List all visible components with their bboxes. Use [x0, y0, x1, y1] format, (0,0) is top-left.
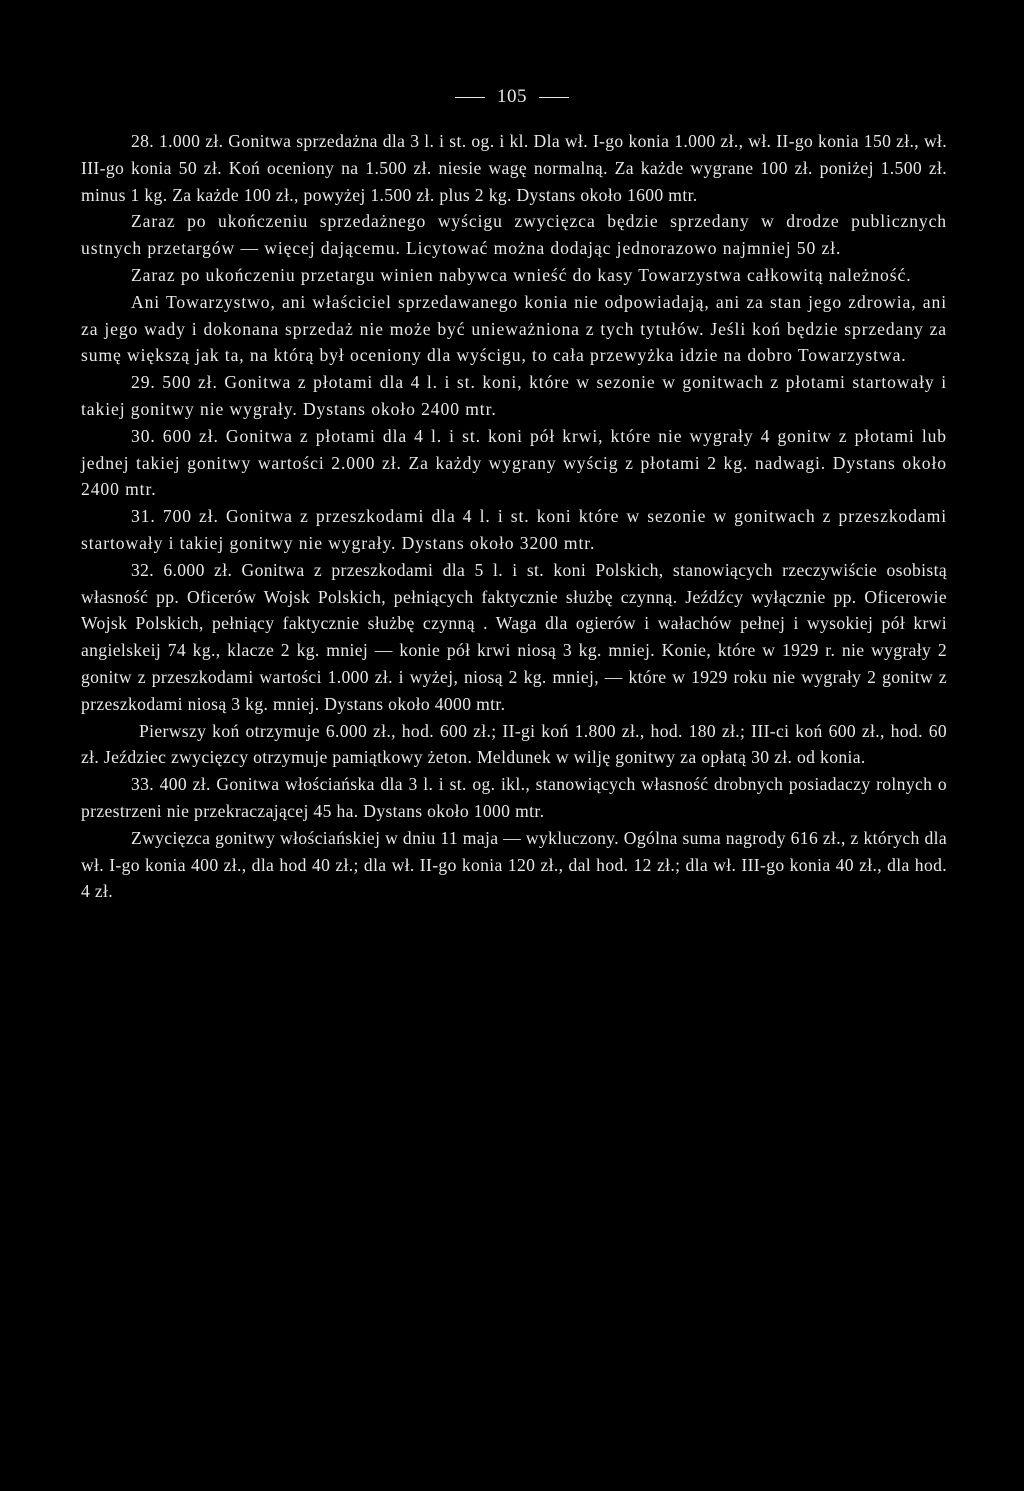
paragraph-liability: Ani Towarzystwo, ani właściciel sprzedawanego konia nie odpowiadają, ani za stan jego zdrowia, ani za jego wady i dokonana sprzedaż nie może być unieważniona z tych tytułów. Jeśli koń będzie sprzedany za sumę większą jak ta, na którą był oceniony dla wyścigu, to cała przewyżka idzie na dobro Towarzystwa. — [81, 291, 947, 366]
paragraph-race-33: 33. 400 zł. Gonitwa włościańska dla 3 l. i st. og. ikl., stanowiących własność drobnych posiadaczy rolnych o przestrzeni nie przekraczającej 45 ha. Dystans około 1000 mtr. — [81, 774, 947, 821]
paragraph-race-32-prizes: Pierwszy koń otrzymuje 6.000 zł., hod. 600 zł.; II-gi koń 1.800 zł., hod. 180 zł.; III-ci koń 600 zł., hod. 60 zł. Jeździec zwycięzcy otrzymuje pamiątkowy żeton. Meldunek w wilję gonitwy za opłatą 30 zł. od konia. — [81, 720, 947, 768]
page-number: 105 — [497, 86, 527, 107]
paragraph-race-29: 29. 500 zł. Gonitwa z płotami dla 4 l. i st. koni, które w sezonie w gonitwach z płotami startowały i takiej gonitwy nie wygrały. Dystans około 2400 mtr. — [81, 372, 947, 419]
paragraph-race-28: 28. 1.000 zł. Gonitwa sprzedażna dla 3 l. i st. og. i kl. Dla wł. I-go konia 1.000 zł., wł. II-go konia 150 zł., wł. III-go konia 50 zł. Koń oceniony na 1.500 zł. niesie wagę normalną. Za każde wygrane 100 zł. poniżej 1.500 zł. minus 1 kg. Za każde 100 zł., powyżej 1.500 zł. plus 2 kg. Dystans około 1600 mtr. — [81, 131, 947, 205]
page-header — [0, 86, 1024, 108]
paragraph-race-31: 31. 700 zł. Gonitwa z przeszkodami dla 4 l. i st. koni które w sezonie w gonitwach z przeszkodami startowały i takiej gonitwy nie wygrały. Dystans około 3200 mtr. — [81, 506, 947, 553]
paragraph-payment: Zaraz po ukończeniu przetargu winien nabywca wnieść do kasy Towarzystwa całkowitą należność. — [131, 264, 912, 285]
header-dash-right — [539, 97, 569, 98]
paragraph-race-33-prizes: Zwycięzca gonitwy włościańskiej w dniu 11 maja — wykluczony. Ogólna suma nagrody 616 zł., z których dla wł. I-go konia 400 zł., dla hod 40 zł.; dla wł. II-go konia 120 zł., dal hod. 12 zł.; dla wł. III-go konia 40 zł., dla hod. 4 zł. — [81, 827, 947, 902]
paragraph-race-30: 30. 600 zł. Gonitwa z płotami dla 4 l. i st. koni pół krwi, które nie wygrały 4 gonitw z płotami lub jednej takiej gonitwy wartości 2.000 zł. Za każdy wygrany wyścig z płotami 2 kg. nadwagi. Dystans około 2400 mtr. — [81, 425, 947, 500]
header-dash-left — [455, 97, 485, 98]
body-text — [81, 128, 947, 905]
paragraph-race-32: 32. 6.000 zł. Gonitwa z przeszkodami dla 5 l. i st. koni Polskich, stanowiących rzeczywiście osobistą własność pp. Oficerów Wojsk Polskich, pełniących faktycznie służbę czynną. Jeźdźcy wyłącznie pp. Oficerowie Wojsk Polskich, pełniący faktycznie służbę czynną . Waga dla ogierów i wałachów pełnej i wysokiej pół krwi angielskeij 74 kg., klacze 2 kg. mniej — konie pół krwi niosą 3 kg. mniej. Konie, które w 1929 r. nie wygrały 2 gonitw z przeszkodami wartości 1.000 zł. i wyżej, niosą 2 kg. mniej, — które w 1929 roku nie wygrały 2 gonitw z przeszkodami niosą 3 kg. mniej. Dystans około 4000 mtr. — [81, 559, 947, 714]
paragraph-sale-rules: Zaraz po ukończeniu sprzedażnego wyścigu zwycięzca będzie sprzedany w drodze publicznych ustnych przetargów — więcej dającemu. Licytować można dodając jednorazowo najmniej 50 zł. — [81, 211, 947, 259]
